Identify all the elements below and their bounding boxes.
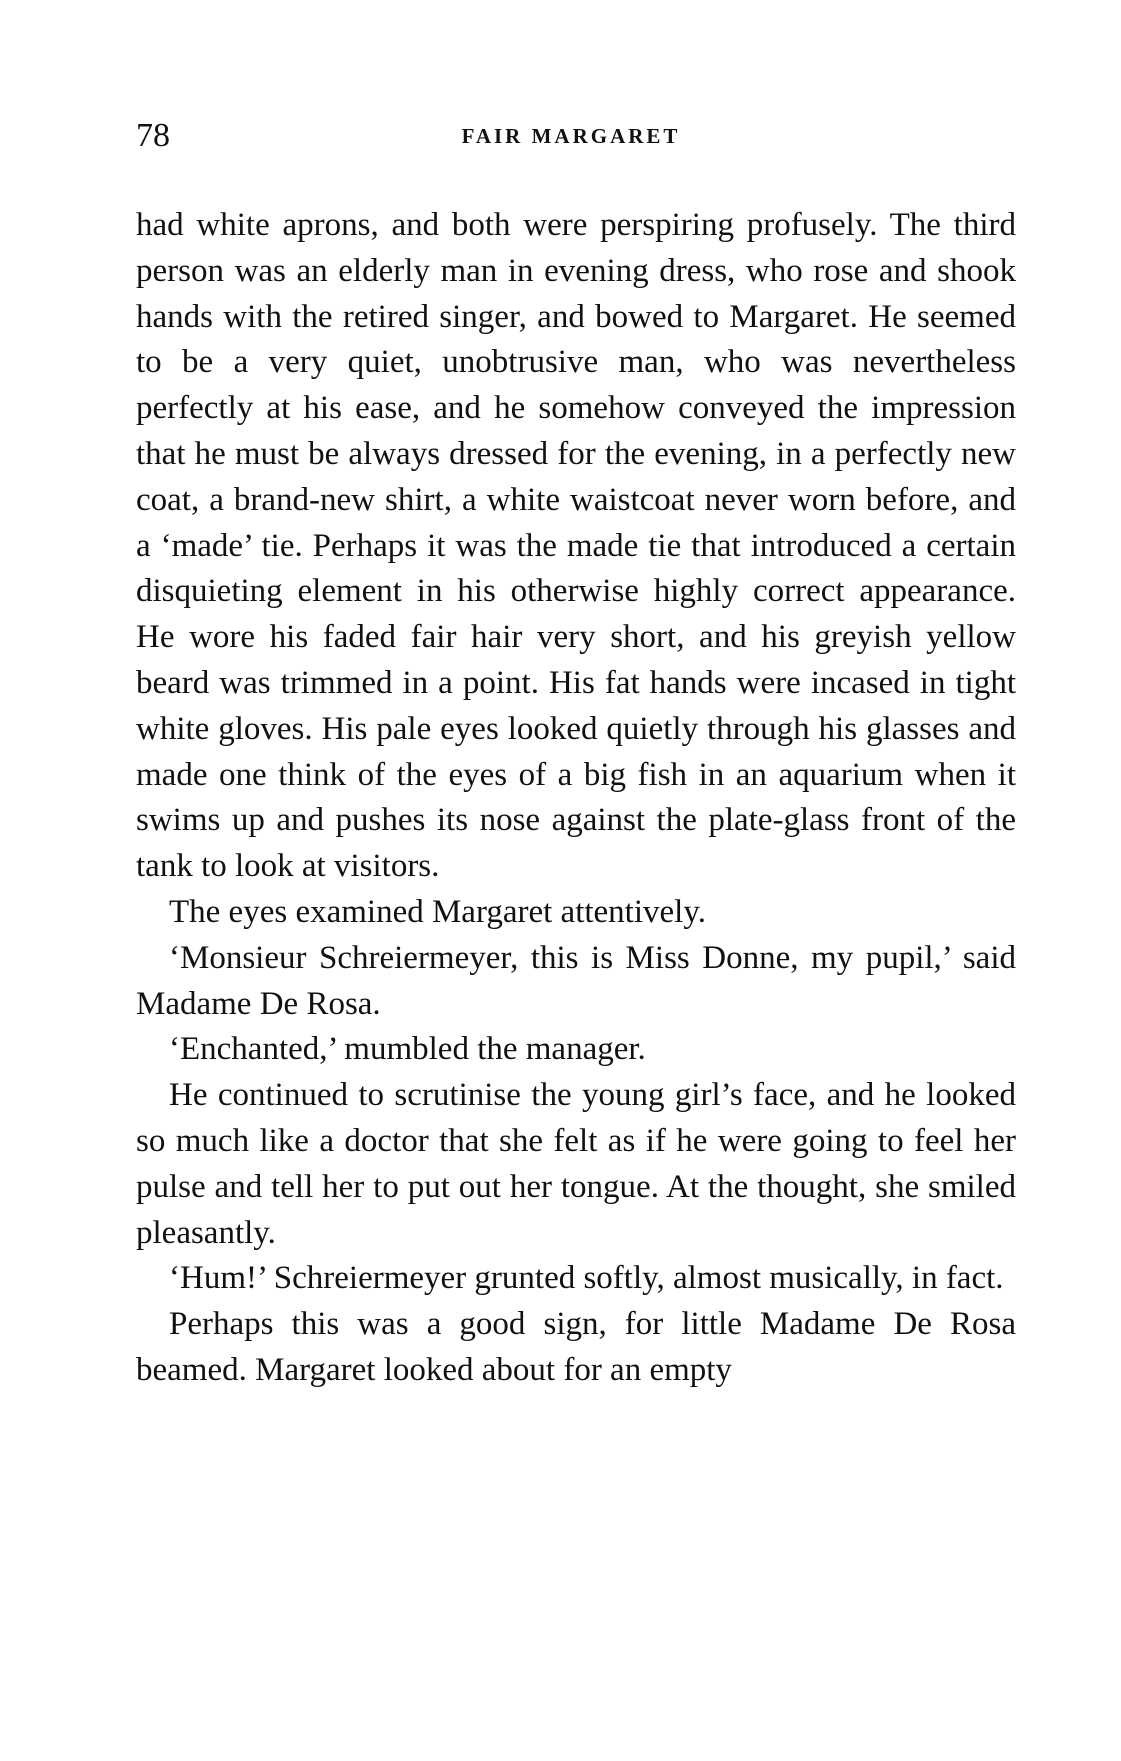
paragraph: ‘Monsieur Schreiermeyer, this is Miss Donne, my pupil,’ said Madame De Rosa. xyxy=(136,939,1016,1022)
paragraph: ‘Hum!’ Schreiermeyer grunted softly, almost musically, in fact. xyxy=(169,1260,1004,1297)
paragraph-continued: had white aprons, and both were perspiring profusely. The third person was an elderly man in evening dress, who rose and shook hands with the retired singer, and bowed to Margaret. He seemed to be a very quiet, unobtrusive man, who was nevertheless perfectly at his ease, and he somehow conveyed the impression that he must be always dressed for the evening, in a perfectly new coat, a brand-new shirt, a white waistcoat never worn before, and a ‘made’ tie. Perhaps it was the made tie that introduced a certain disquieting element in his otherwise highly correct appearance. He wore his faded fair hair very short, and his greyish yellow beard was trimmed in a point. His fat hands were incased in tight white gloves. His pale eyes looked quietly through his glasses and made one think of the eyes of a big fish in an aquarium when it swims up and pushes its nose against the plate-glass front of the tank to look at visitors. xyxy=(136,207,1016,885)
paragraph: The eyes examined Margaret attentively. xyxy=(169,893,706,930)
paragraph: ‘Enchanted,’ mumbled the manager. xyxy=(169,1031,646,1068)
running-head xyxy=(136,116,1006,156)
running-title: FAIR MARGARET xyxy=(461,124,681,148)
body-text xyxy=(136,203,1016,1394)
paragraph: He continued to scrutinise the young girl’s face, and he looked so much like a doctor that she felt as if he were going to feel her pulse and tell her to put out her tongue. At the thought, she smiled pleasantly. xyxy=(136,1077,1016,1251)
paragraph: Perhaps this was a good sign, for little Madame De Rosa beamed. Margaret looked about for an empty xyxy=(136,1306,1016,1388)
page-number: 78 xyxy=(136,117,170,154)
